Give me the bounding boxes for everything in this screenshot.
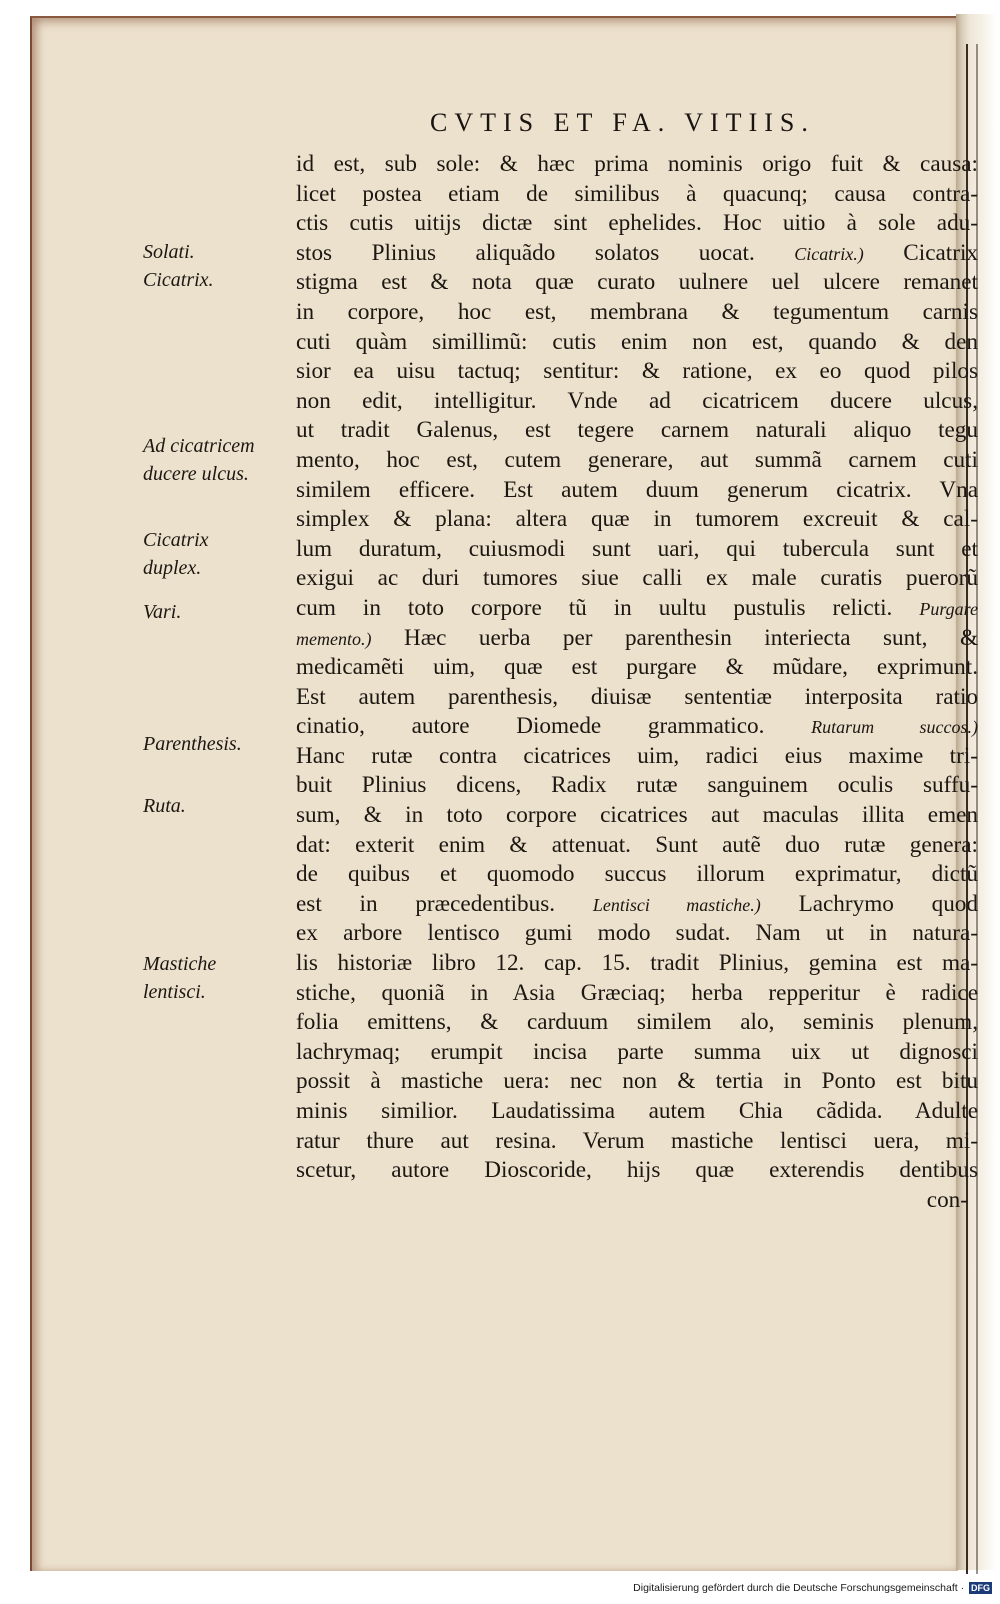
marginal-note (143, 526, 278, 582)
marginal-note-line: lentisci. (143, 981, 206, 1003)
marginal-note (143, 792, 278, 820)
text-run: exigui ac duri tumores siue calli ex male curatis puerorũ (296, 565, 978, 592)
text-line (296, 387, 978, 417)
text-run: ut tradit Galenus, est tegere carnem naturali aliquo tegu (296, 417, 978, 444)
text-line (296, 771, 978, 801)
text-run: stiche, quoniã in Asia Græciaq; herba repperitur è radice (296, 979, 978, 1006)
marginal-note (143, 238, 278, 294)
text-run: simplex & plana: altera quæ in tumorem excreuit & cal- (296, 506, 978, 533)
text-run: cuti quàm simillimũ: cutis enim non est, quando & den (296, 328, 978, 355)
text-run: sior ea uisu tactuq; sentitur: & ratione, ex eo quod pilos (296, 358, 978, 385)
text-line (296, 1067, 978, 1097)
lemma-citation: memento.) (296, 628, 372, 649)
lemma-citation: Rutarum succos.) (811, 717, 978, 738)
body-text (296, 150, 978, 1215)
marginal-note-line: Ruta. (143, 795, 186, 817)
marginal-note (143, 730, 278, 758)
text-line (296, 1186, 978, 1216)
text-line (296, 831, 978, 861)
marginal-note-line: Cicatrix (143, 529, 209, 551)
text-run: Lachrymo quod (760, 890, 978, 917)
text-run: possit à mastiche uera: nec non & tertia in Ponto est bitu (296, 1068, 978, 1095)
text-run: licet postea etiam de similibus à quacunq; causa contra- (296, 180, 978, 207)
text-run: de quibus et quomodo succus illorum exprimatur, dictũ (296, 861, 978, 888)
text-run: ex arbore lentisco gumi modo sudat. Nam ut in natura- (296, 920, 978, 947)
text-line (296, 742, 978, 772)
marginal-note (143, 598, 278, 626)
text-run: minis similior. Laudatissima autem Chia cãdida. Adulte (296, 1098, 978, 1124)
text-run: id est, sub sole: & hæc prima nominis origo fuit & causa: (296, 151, 978, 177)
lemma-citation: Lentisci mastiche.) (592, 894, 761, 915)
text-line (296, 919, 978, 949)
text-line (296, 535, 978, 565)
text-line (296, 180, 978, 210)
marginal-note-line: ducere ulcus. (143, 463, 249, 485)
text-line (296, 1038, 978, 1068)
text-run: similem efficere. Est autem duum generum cicatrix. Vna (296, 476, 978, 503)
text-line (296, 564, 978, 594)
marginal-note-line: Solati. (143, 241, 195, 263)
text-line (296, 209, 978, 239)
marginal-note (143, 950, 278, 1006)
text-run: non edit, intelligitur. Vnde ad cicatricem ducere ulcus, (296, 387, 978, 414)
dfg-logo: DFG (971, 1583, 990, 1593)
marginal-note-line: Cicatrix. (143, 269, 214, 291)
marginal-note-line: Parenthesis. (143, 733, 242, 755)
text-run: stigma est & nota quæ curato uulnere uel ulcere remanet (296, 269, 978, 296)
text-line (296, 801, 978, 831)
text-run: lis historiæ libro 12. cap. 15. tradit Plinius, gemina est ma- (296, 950, 978, 977)
text-run: scetur, autore Dioscoride, hijs quæ exterendis dentibus (296, 1157, 978, 1184)
text-run: in corpore, hoc est, membrana & tegumentum carnis (296, 298, 978, 325)
text-run: medicamẽti uim, quæ est purgare & mũdare, exprimunt. (296, 654, 978, 681)
text-line (296, 357, 978, 387)
text-line (296, 1008, 978, 1038)
lemma-citation: Cicatrix.) (794, 243, 864, 264)
text-line (296, 624, 978, 654)
text-run: Cicatrix (863, 239, 978, 266)
marginal-note-line: duplex. (143, 557, 202, 579)
text-line (296, 890, 978, 920)
text-run: est in præcedentibus. (296, 890, 593, 917)
text-line (296, 239, 978, 269)
marginal-note-line: Vari. (143, 601, 182, 623)
text-run: stos Plinius aliquãdo solatos uocat. (296, 239, 795, 266)
text-line (296, 860, 978, 890)
text-run: con- (926, 1186, 968, 1213)
text-line (296, 979, 978, 1009)
marginal-note-line: Mastiche (143, 953, 217, 975)
text-run: ctis cutis uitijs dictæ sint ephelides. Hoc uitio à sole adu- (296, 210, 978, 237)
text-run: dat: exterit enim & attenuat. Sunt autẽ duo rutæ genera: (296, 831, 978, 858)
text-run: cinatio, autore Diomede grammatico. (296, 713, 812, 740)
text-line (296, 298, 978, 328)
running-header: CVTIS ET FA. VITIIS. (430, 108, 815, 137)
text-line (296, 712, 978, 742)
text-line (296, 446, 978, 476)
text-line (296, 150, 978, 180)
text-line (296, 505, 978, 535)
text-line (296, 476, 978, 506)
text-line (296, 683, 978, 713)
credit-text: Digitalisierung gefördert durch die Deutsche Forschungsgemeinschaft · (633, 1582, 965, 1594)
text-run: Hæc uerba per parenthesin interiecta sunt, & (371, 624, 978, 651)
text-run: lachrymaq; erumpit incisa parte summa uix ut dignosci (296, 1038, 978, 1065)
text-run: Hanc rutæ contra cicatrices uim, radici eius maxime tri- (296, 742, 978, 769)
lemma-citation: Purgare (919, 598, 978, 619)
text-line (296, 1127, 978, 1157)
marginal-note (143, 432, 278, 488)
text-line (296, 416, 978, 446)
text-line (296, 328, 978, 358)
text-line (296, 268, 978, 298)
text-run: sum, & in toto corpore cicatrices aut maculas illita emen (296, 802, 978, 829)
text-run: buit Plinius dicens, Radix rutæ sanguinem oculis suffu- (296, 772, 978, 799)
text-line (296, 594, 978, 624)
text-run: Est autem parenthesis, diuisæ sententiæ interposita ratio (296, 683, 978, 710)
text-line (296, 1097, 978, 1127)
text-run: cum in toto corpore tũ in uultu pustulis relicti. (296, 594, 920, 621)
text-run: lum duratum, cuiusmodi sunt uari, qui tubercula sunt et (296, 535, 978, 562)
text-run: mento, hoc est, cutem generare, aut summã carnem cuti (296, 446, 978, 473)
text-line (296, 1156, 978, 1186)
text-run: folia emittens, & carduum similem alo, seminis plenum, (296, 1009, 978, 1036)
marginal-note-line: Ad cicatricem (143, 435, 255, 457)
digitization-credit (633, 1582, 992, 1594)
text-line (296, 949, 978, 979)
text-line (296, 653, 978, 683)
text-run: ratur thure aut resina. Verum mastiche lentisci uera, mi- (296, 1127, 978, 1154)
